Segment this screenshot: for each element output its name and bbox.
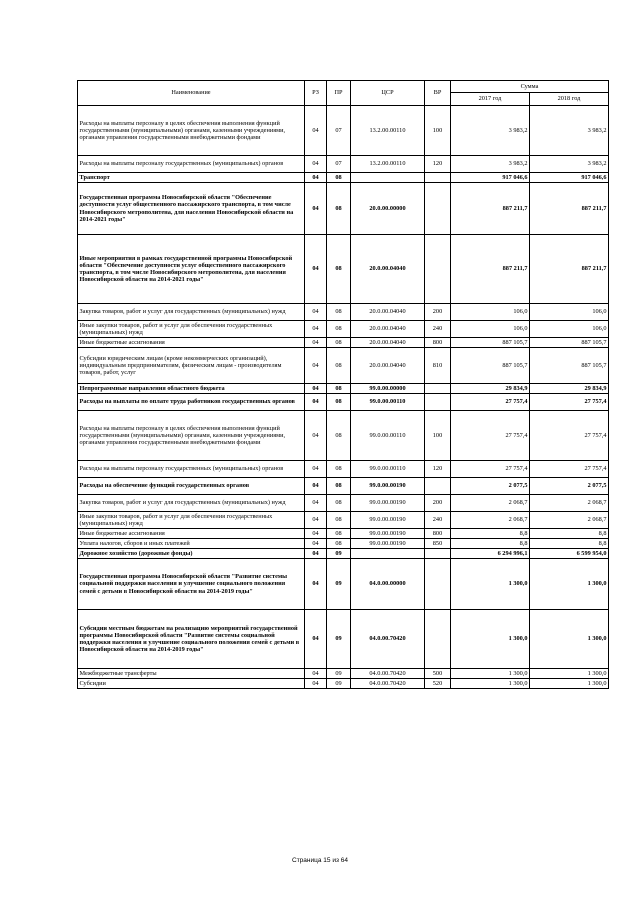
table-row (78, 156, 609, 173)
row-amount-2017: 2 068,7 (451, 495, 530, 512)
row-rz: 04 (305, 106, 327, 156)
row-rz: 04 (305, 348, 327, 384)
table-row (78, 610, 609, 669)
row-amount-2018: 3 983,2 (530, 156, 609, 173)
row-pr: 08 (327, 394, 351, 411)
row-csr: 99.0.00.00000 (351, 384, 425, 394)
row-amount-2017: 887 211,7 (451, 235, 530, 304)
row-amount-2018: 29 834,9 (530, 384, 609, 394)
row-amount-2017: 887 211,7 (451, 183, 530, 235)
row-vr (425, 610, 451, 669)
table-row (78, 338, 609, 348)
row-vr (425, 235, 451, 304)
row-amount-2017: 27 757,4 (451, 411, 530, 461)
row-pr: 07 (327, 106, 351, 156)
row-name: Расходы на выплаты персоналу государственных (муниципальных) органов (78, 461, 305, 478)
table-row (78, 461, 609, 478)
row-pr: 08 (327, 411, 351, 461)
row-name: Расходы на обеспечение функций государственных органов (78, 478, 305, 495)
row-rz: 04 (305, 384, 327, 394)
row-rz: 04 (305, 669, 327, 679)
table-row (78, 173, 609, 183)
row-csr: 13.2.00.00110 (351, 156, 425, 173)
table-row (78, 384, 609, 394)
row-amount-2017: 106,0 (451, 321, 530, 338)
row-amount-2018: 887 105,7 (530, 338, 609, 348)
row-amount-2017: 3 983,2 (451, 156, 530, 173)
row-vr: 520 (425, 679, 451, 689)
row-pr: 08 (327, 512, 351, 529)
row-pr: 08 (327, 384, 351, 394)
row-pr: 08 (327, 529, 351, 539)
budget-table (77, 80, 609, 689)
row-rz: 04 (305, 512, 327, 529)
row-csr: 20.0.00.04040 (351, 338, 425, 348)
row-amount-2018: 1 300,0 (530, 669, 609, 679)
table-row (78, 669, 609, 679)
header-name: Наименование (78, 81, 305, 106)
row-vr: 200 (425, 495, 451, 512)
row-amount-2018: 917 046,6 (530, 173, 609, 183)
row-rz: 04 (305, 461, 327, 478)
row-csr: 20.0.00.04040 (351, 235, 425, 304)
table-row (78, 559, 609, 610)
row-name: Иные бюджетные ассигнования (78, 529, 305, 539)
row-rz: 04 (305, 529, 327, 539)
row-amount-2017: 2 068,7 (451, 512, 530, 529)
row-amount-2017: 2 077,5 (451, 478, 530, 495)
row-csr: 99.0.00.00190 (351, 478, 425, 495)
row-amount-2018: 887 211,7 (530, 183, 609, 235)
row-pr: 09 (327, 549, 351, 559)
row-amount-2017: 106,0 (451, 304, 530, 321)
row-rz: 04 (305, 478, 327, 495)
row-vr: 850 (425, 539, 451, 549)
row-pr: 09 (327, 669, 351, 679)
row-name: Расходы на выплаты по оплате труда работников государственных органов (78, 394, 305, 411)
row-name: Иные закупки товаров, работ и услуг для обеспечения государственных (муниципальных) нужд (78, 512, 305, 529)
row-name: Расходы на выплаты персоналу в целях обеспечения выполнения функций государственными (муниципальными) органами, казенными учреждениями, органами управления государственными внебюджетными фондами (78, 106, 305, 156)
row-csr: 99.0.00.00190 (351, 512, 425, 529)
header-pr: ПР (327, 81, 351, 106)
header-year-2018: 2018 год (530, 93, 609, 106)
row-amount-2018: 106,0 (530, 304, 609, 321)
table-row (78, 529, 609, 539)
row-rz: 04 (305, 394, 327, 411)
row-amount-2018: 1 300,0 (530, 679, 609, 689)
table-row (78, 539, 609, 549)
header-csr: ЦСР (351, 81, 425, 106)
row-amount-2018: 1 300,0 (530, 610, 609, 669)
row-amount-2018: 887 211,7 (530, 235, 609, 304)
row-vr: 800 (425, 338, 451, 348)
header-rz: РЗ (305, 81, 327, 106)
row-amount-2017: 27 757,4 (451, 394, 530, 411)
page-number: Страница 15 из 64 (292, 857, 348, 864)
row-pr: 08 (327, 539, 351, 549)
row-name: Закупка товаров, работ и услуг для государственных (муниципальных) нужд (78, 304, 305, 321)
row-name: Расходы на выплаты персоналу государственных (муниципальных) органов (78, 156, 305, 173)
row-csr: 99.0.00.00190 (351, 529, 425, 539)
row-pr: 08 (327, 348, 351, 384)
row-name: Закупка товаров, работ и услуг для государственных (муниципальных) нужд (78, 495, 305, 512)
row-amount-2017: 6 294 996,1 (451, 549, 530, 559)
row-amount-2017: 1 300,0 (451, 679, 530, 689)
row-name: Государственная программа Новосибирской области "Развитие системы социальной поддержки населения и улучшение социального положения семей с детьми в Новосибирской области на 2014-2019 годы" (78, 559, 305, 610)
row-csr (351, 173, 425, 183)
row-name: Иные закупки товаров, работ и услуг для обеспечения государственных (муниципальных) нужд (78, 321, 305, 338)
row-vr (425, 173, 451, 183)
row-amount-2018: 2 068,7 (530, 495, 609, 512)
row-csr: 99.0.00.00110 (351, 394, 425, 411)
row-pr: 08 (327, 321, 351, 338)
row-csr: 99.0.00.00110 (351, 461, 425, 478)
table-row (78, 679, 609, 689)
table-row (78, 411, 609, 461)
row-vr: 200 (425, 304, 451, 321)
table-row (78, 549, 609, 559)
row-pr: 09 (327, 610, 351, 669)
row-vr: 120 (425, 156, 451, 173)
row-csr: 04.0.00.00000 (351, 559, 425, 610)
row-name: Уплата налогов, сборов и иных платежей (78, 539, 305, 549)
table-body (78, 106, 609, 689)
row-name: Дорожное хозяйство (дорожные фонды) (78, 549, 305, 559)
row-amount-2018: 2 077,5 (530, 478, 609, 495)
row-rz: 04 (305, 304, 327, 321)
row-amount-2018: 8,8 (530, 529, 609, 539)
row-rz: 04 (305, 183, 327, 235)
row-amount-2018: 27 757,4 (530, 411, 609, 461)
row-amount-2017: 887 105,7 (451, 338, 530, 348)
row-amount-2017: 917 046,6 (451, 173, 530, 183)
row-name: Иные бюджетные ассигнования (78, 338, 305, 348)
row-pr: 08 (327, 235, 351, 304)
row-amount-2018: 2 068,7 (530, 512, 609, 529)
row-vr: 240 (425, 321, 451, 338)
row-rz: 04 (305, 338, 327, 348)
row-csr (351, 549, 425, 559)
row-rz: 04 (305, 559, 327, 610)
row-csr: 20.0.00.04040 (351, 348, 425, 384)
row-name: Межбюджетные трансферты (78, 669, 305, 679)
row-rz: 04 (305, 495, 327, 512)
row-pr: 08 (327, 461, 351, 478)
row-csr: 99.0.00.00190 (351, 495, 425, 512)
row-amount-2018: 8,8 (530, 539, 609, 549)
table-row (78, 183, 609, 235)
row-amount-2018: 6 599 954,0 (530, 549, 609, 559)
row-amount-2017: 8,8 (451, 539, 530, 549)
row-csr: 99.0.00.00110 (351, 411, 425, 461)
row-amount-2018: 27 757,4 (530, 394, 609, 411)
table-row (78, 348, 609, 384)
row-rz: 04 (305, 411, 327, 461)
row-pr: 09 (327, 559, 351, 610)
row-name: Субсидии местным бюджетам на реализацию мероприятий государственной программы Новосибирской области "Развитие системы социальной поддержки населения и улучшение социального положения семей с детьми в Новосибирской области на 2014-2019 годы" (78, 610, 305, 669)
table-row (78, 478, 609, 495)
row-amount-2017: 1 300,0 (451, 610, 530, 669)
row-csr: 04.0.00.70420 (351, 669, 425, 679)
row-name: Расходы на выплаты персоналу в целях обеспечения выполнения функций государственными (муниципальными) органами, казенными учреждениями, органами управления государственными внебюджетными фондами (78, 411, 305, 461)
row-name: Непрограммные направления областного бюджета (78, 384, 305, 394)
row-vr: 810 (425, 348, 451, 384)
row-amount-2018: 1 300,0 (530, 559, 609, 610)
row-vr: 100 (425, 411, 451, 461)
row-vr: 100 (425, 106, 451, 156)
row-rz: 04 (305, 539, 327, 549)
row-vr (425, 549, 451, 559)
table-row (78, 321, 609, 338)
row-vr: 120 (425, 461, 451, 478)
row-csr: 99.0.00.00190 (351, 539, 425, 549)
row-amount-2018: 106,0 (530, 321, 609, 338)
row-name: Транспорт (78, 173, 305, 183)
row-name: Субсидии юридическим лицам (кроме некоммерческих организаций), индивидуальным предпринимателям, физическим лицам - производителям товаров, работ, услуг (78, 348, 305, 384)
row-amount-2017: 887 105,7 (451, 348, 530, 384)
row-amount-2018: 3 983,2 (530, 106, 609, 156)
row-name: Иные мероприятия в рамках государственной программы Новосибирской области "Обеспечение доступности услуг общественного пассажирского транспорта, в том числе Новосибирского метрополитена, для населения Новосибирской области на 2014-2021 годы" (78, 235, 305, 304)
row-rz: 04 (305, 235, 327, 304)
row-csr: 20.0.00.00000 (351, 183, 425, 235)
row-vr (425, 384, 451, 394)
row-rz: 04 (305, 321, 327, 338)
table-row (78, 304, 609, 321)
row-pr: 08 (327, 173, 351, 183)
row-rz: 04 (305, 610, 327, 669)
row-csr: 20.0.00.04040 (351, 304, 425, 321)
row-amount-2017: 1 300,0 (451, 559, 530, 610)
row-rz: 04 (305, 156, 327, 173)
row-vr: 240 (425, 512, 451, 529)
row-pr: 08 (327, 304, 351, 321)
header-sum: Сумма (451, 81, 609, 93)
header-year-2017: 2017 год (451, 93, 530, 106)
row-pr: 08 (327, 495, 351, 512)
row-amount-2017: 29 834,9 (451, 384, 530, 394)
row-pr: 07 (327, 156, 351, 173)
table-row (78, 512, 609, 529)
row-name: Государственная программа Новосибирской области "Обеспечение доступности услуг общественного пассажирского транспорта, в том числе Новосибирского метрополитена, для населения Новосибирской области на 2014-2021 годы" (78, 183, 305, 235)
row-pr: 08 (327, 338, 351, 348)
table-row (78, 394, 609, 411)
row-rz: 04 (305, 173, 327, 183)
row-vr (425, 183, 451, 235)
row-pr: 08 (327, 183, 351, 235)
row-vr: 500 (425, 669, 451, 679)
row-amount-2017: 1 300,0 (451, 669, 530, 679)
row-name: Субсидии (78, 679, 305, 689)
row-amount-2017: 3 983,2 (451, 106, 530, 156)
row-vr: 800 (425, 529, 451, 539)
table-row (78, 495, 609, 512)
row-amount-2018: 27 757,4 (530, 461, 609, 478)
row-amount-2017: 8,8 (451, 529, 530, 539)
table-row (78, 235, 609, 304)
row-vr (425, 394, 451, 411)
row-rz: 04 (305, 549, 327, 559)
row-pr: 08 (327, 478, 351, 495)
row-csr: 13.2.00.00110 (351, 106, 425, 156)
row-csr: 20.0.00.04040 (351, 321, 425, 338)
row-amount-2017: 27 757,4 (451, 461, 530, 478)
row-rz: 04 (305, 679, 327, 689)
row-pr: 09 (327, 679, 351, 689)
row-vr (425, 478, 451, 495)
row-amount-2018: 887 105,7 (530, 348, 609, 384)
row-vr (425, 559, 451, 610)
row-csr: 04.0.00.70420 (351, 610, 425, 669)
row-csr: 04.0.00.70420 (351, 679, 425, 689)
table-row (78, 106, 609, 156)
header-vr: ВР (425, 81, 451, 106)
